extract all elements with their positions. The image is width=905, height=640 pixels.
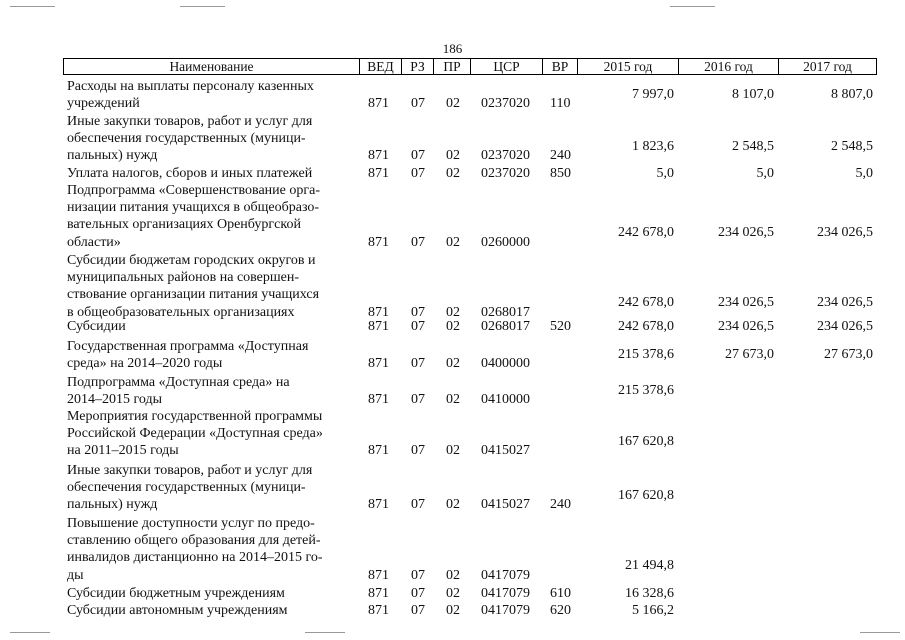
- cell-csr: 0237020: [481, 148, 530, 164]
- row-name-line: 2014–2015 годы: [67, 392, 163, 408]
- cell-y2015: 21 494,8: [625, 558, 674, 574]
- cell-csr: 0237020: [481, 96, 530, 112]
- cell-ved: 871: [368, 96, 389, 112]
- row-name-line: Субсидии автономным учреждениям: [67, 603, 288, 618]
- cell-pr: 02: [446, 497, 460, 513]
- row-name-line: на 2011–2015 годы: [67, 443, 179, 459]
- cell-ved: 871: [368, 319, 389, 334]
- cell-y2015: 7 997,0: [632, 86, 674, 102]
- row-name-line: Мероприятия государственной программы: [67, 409, 323, 424]
- cell-rz: 07: [411, 586, 425, 601]
- cell-rz: 07: [411, 166, 425, 181]
- row-name-line: пальных) нужд: [67, 497, 158, 513]
- cell-y2017: 2 548,5: [831, 138, 873, 154]
- cell-y2017: 234 026,5: [817, 295, 873, 311]
- row-name-line: обеспечения государственных (муници-: [67, 131, 306, 147]
- cell-y2017: 5,0: [855, 166, 873, 181]
- cell-rz: 07: [411, 96, 425, 112]
- scan-mark: [305, 632, 345, 633]
- cell-y2016: 27 673,0: [725, 346, 774, 362]
- header-2016: 2016 год: [678, 59, 778, 74]
- row-name: [67, 408, 357, 460]
- row-name-line: Уплата налогов, сборов и иных платежей: [67, 166, 313, 181]
- cell-y2015: 215 378,6: [618, 346, 674, 362]
- cell-ved: 871: [368, 234, 389, 250]
- cell-rz: 07: [411, 234, 425, 250]
- cell-pr: 02: [446, 586, 460, 601]
- row-name-line: Государственная программа «Доступная: [67, 339, 309, 354]
- row-name-line: ствование организации питания учащихся: [67, 287, 320, 303]
- cell-y2017: 234 026,5: [817, 319, 873, 334]
- row-name: [67, 182, 357, 251]
- cell-y2015: 215 378,6: [618, 382, 674, 398]
- cell-csr: 0415027: [481, 497, 530, 513]
- cell-pr: 02: [446, 166, 460, 181]
- cell-pr: 02: [446, 304, 460, 320]
- cell-vr: 620: [550, 603, 571, 618]
- cell-vr: 240: [550, 148, 571, 164]
- row-name: [67, 318, 357, 335]
- cell-vr: 610: [550, 586, 571, 601]
- row-name-line: Российской Федерации «Доступная среда»: [67, 426, 323, 442]
- cell-csr: 0417079: [481, 603, 530, 618]
- cell-ved: 871: [368, 356, 389, 372]
- row-name: [67, 602, 357, 619]
- cell-ved: 871: [368, 567, 389, 583]
- row-name-line: среда» на 2014–2020 годы: [67, 356, 223, 372]
- row-name: [67, 585, 357, 602]
- cell-rz: 07: [411, 148, 425, 164]
- cell-pr: 02: [446, 356, 460, 372]
- cell-rz: 07: [411, 356, 425, 372]
- row-name-line: Субсидии бюджетам городских округов и: [67, 253, 316, 268]
- row-name-line: Иные закупки товаров, работ и услуг для: [67, 114, 313, 129]
- row-name-line: обеспечения государственных (муници-: [67, 480, 306, 496]
- header-vr: ВР: [542, 59, 577, 74]
- row-name: [67, 462, 357, 514]
- header-csr: ЦСР: [470, 59, 542, 74]
- cell-csr: 0415027: [481, 443, 530, 459]
- header-rz: РЗ: [401, 59, 433, 74]
- cell-y2015: 242 678,0: [618, 225, 674, 241]
- cell-rz: 07: [411, 603, 425, 618]
- cell-rz: 07: [411, 567, 425, 583]
- row-name-line: Подпрограмма «Совершенствование орга-: [67, 183, 320, 198]
- row-name-line: учреждений: [67, 96, 140, 112]
- cell-ved: 871: [368, 603, 389, 618]
- cell-pr: 02: [446, 603, 460, 618]
- cell-csr: 0417079: [481, 567, 530, 583]
- cell-y2015: 167 620,8: [618, 487, 674, 503]
- cell-ved: 871: [368, 304, 389, 320]
- cell-y2017: 27 673,0: [824, 346, 873, 362]
- row-name-line: Расходы на выплаты персоналу казенных: [67, 79, 314, 94]
- row-name: [67, 113, 357, 165]
- row-name: [67, 338, 357, 372]
- row-name: [67, 252, 357, 321]
- cell-ved: 871: [368, 148, 389, 164]
- row-name-line: вательных организациях Оренбургской: [67, 217, 301, 233]
- row-name-line: пальных) нужд: [67, 148, 158, 164]
- row-name-line: инвалидов дистанционно на 2014–2015 го-: [67, 550, 323, 566]
- row-name: [67, 165, 357, 182]
- cell-y2015: 5 166,2: [632, 603, 674, 618]
- cell-pr: 02: [446, 443, 460, 459]
- cell-rz: 07: [411, 497, 425, 513]
- page-number: 186: [442, 41, 463, 56]
- header-name: Наименование: [169, 59, 254, 74]
- scan-mark: [860, 632, 900, 633]
- row-name-line: Иные закупки товаров, работ и услуг для: [67, 463, 313, 478]
- cell-y2015: 5,0: [656, 166, 674, 181]
- header-2015: 2015 год: [577, 59, 678, 74]
- cell-y2015: 242 678,0: [618, 319, 674, 334]
- row-name: [67, 78, 357, 112]
- cell-ved: 871: [368, 586, 389, 601]
- cell-vr: 110: [550, 96, 571, 112]
- cell-y2015: 242 678,0: [618, 295, 674, 311]
- row-name-line: Повышение доступности услуг по предо-: [67, 516, 315, 531]
- row-name-line: Подпрограмма «Доступная среда» на: [67, 375, 290, 390]
- row-name-line: в общеобразовательных организациях: [67, 304, 295, 320]
- cell-csr: 0400000: [481, 356, 530, 372]
- cell-y2016: 234 026,5: [718, 319, 774, 334]
- cell-csr: 0260000: [481, 234, 530, 250]
- cell-csr: 0237020: [481, 166, 530, 181]
- cell-csr: 0410000: [481, 392, 530, 408]
- header-pr: ПР: [433, 59, 470, 74]
- cell-y2015: 167 620,8: [618, 433, 674, 449]
- cell-rz: 07: [411, 319, 425, 334]
- cell-ved: 871: [368, 392, 389, 408]
- scan-mark: [10, 632, 50, 633]
- cell-y2016: 8 107,0: [732, 86, 774, 102]
- row-name-line: области»: [67, 234, 121, 250]
- cell-y2017: 234 026,5: [817, 225, 873, 241]
- row-name: [67, 374, 357, 408]
- row-name: [67, 515, 357, 584]
- cell-y2017: 8 807,0: [831, 86, 873, 102]
- scan-mark: [180, 6, 225, 7]
- row-name-line: ды: [67, 567, 84, 583]
- row-name-line: Субсидии бюджетным учреждениям: [67, 586, 285, 601]
- scan-mark: [10, 6, 55, 7]
- row-name-line: низации питания учащихся в общеобразо-: [67, 200, 320, 216]
- cell-pr: 02: [446, 148, 460, 164]
- cell-pr: 02: [446, 567, 460, 583]
- cell-pr: 02: [446, 392, 460, 408]
- cell-pr: 02: [446, 319, 460, 334]
- cell-ved: 871: [368, 497, 389, 513]
- header-2017: 2017 год: [778, 59, 876, 74]
- cell-pr: 02: [446, 96, 460, 112]
- cell-vr: 850: [550, 166, 571, 181]
- header-ved: ВЕД: [359, 59, 401, 74]
- cell-pr: 02: [446, 234, 460, 250]
- cell-vr: 520: [550, 319, 571, 334]
- cell-ved: 871: [368, 443, 389, 459]
- cell-y2015: 16 328,6: [625, 586, 674, 601]
- cell-ved: 871: [368, 166, 389, 181]
- cell-rz: 07: [411, 443, 425, 459]
- cell-y2016: 2 548,5: [732, 138, 774, 154]
- scan-mark: [670, 6, 715, 7]
- cell-y2016: 234 026,5: [718, 225, 774, 241]
- cell-y2016: 5,0: [756, 166, 774, 181]
- cell-csr: 0268017: [481, 304, 530, 320]
- cell-y2016: 234 026,5: [718, 295, 774, 311]
- row-name-line: муниципальных районов на совершен-: [67, 270, 300, 286]
- row-name-line: Субсидии: [67, 319, 126, 334]
- row-name-line: ставлению общего образования для детей-: [67, 533, 321, 549]
- cell-y2015: 1 823,6: [632, 138, 674, 154]
- cell-rz: 07: [411, 304, 425, 320]
- cell-csr: 0268017: [481, 319, 530, 334]
- cell-rz: 07: [411, 392, 425, 408]
- cell-vr: 240: [550, 497, 571, 513]
- cell-csr: 0417079: [481, 586, 530, 601]
